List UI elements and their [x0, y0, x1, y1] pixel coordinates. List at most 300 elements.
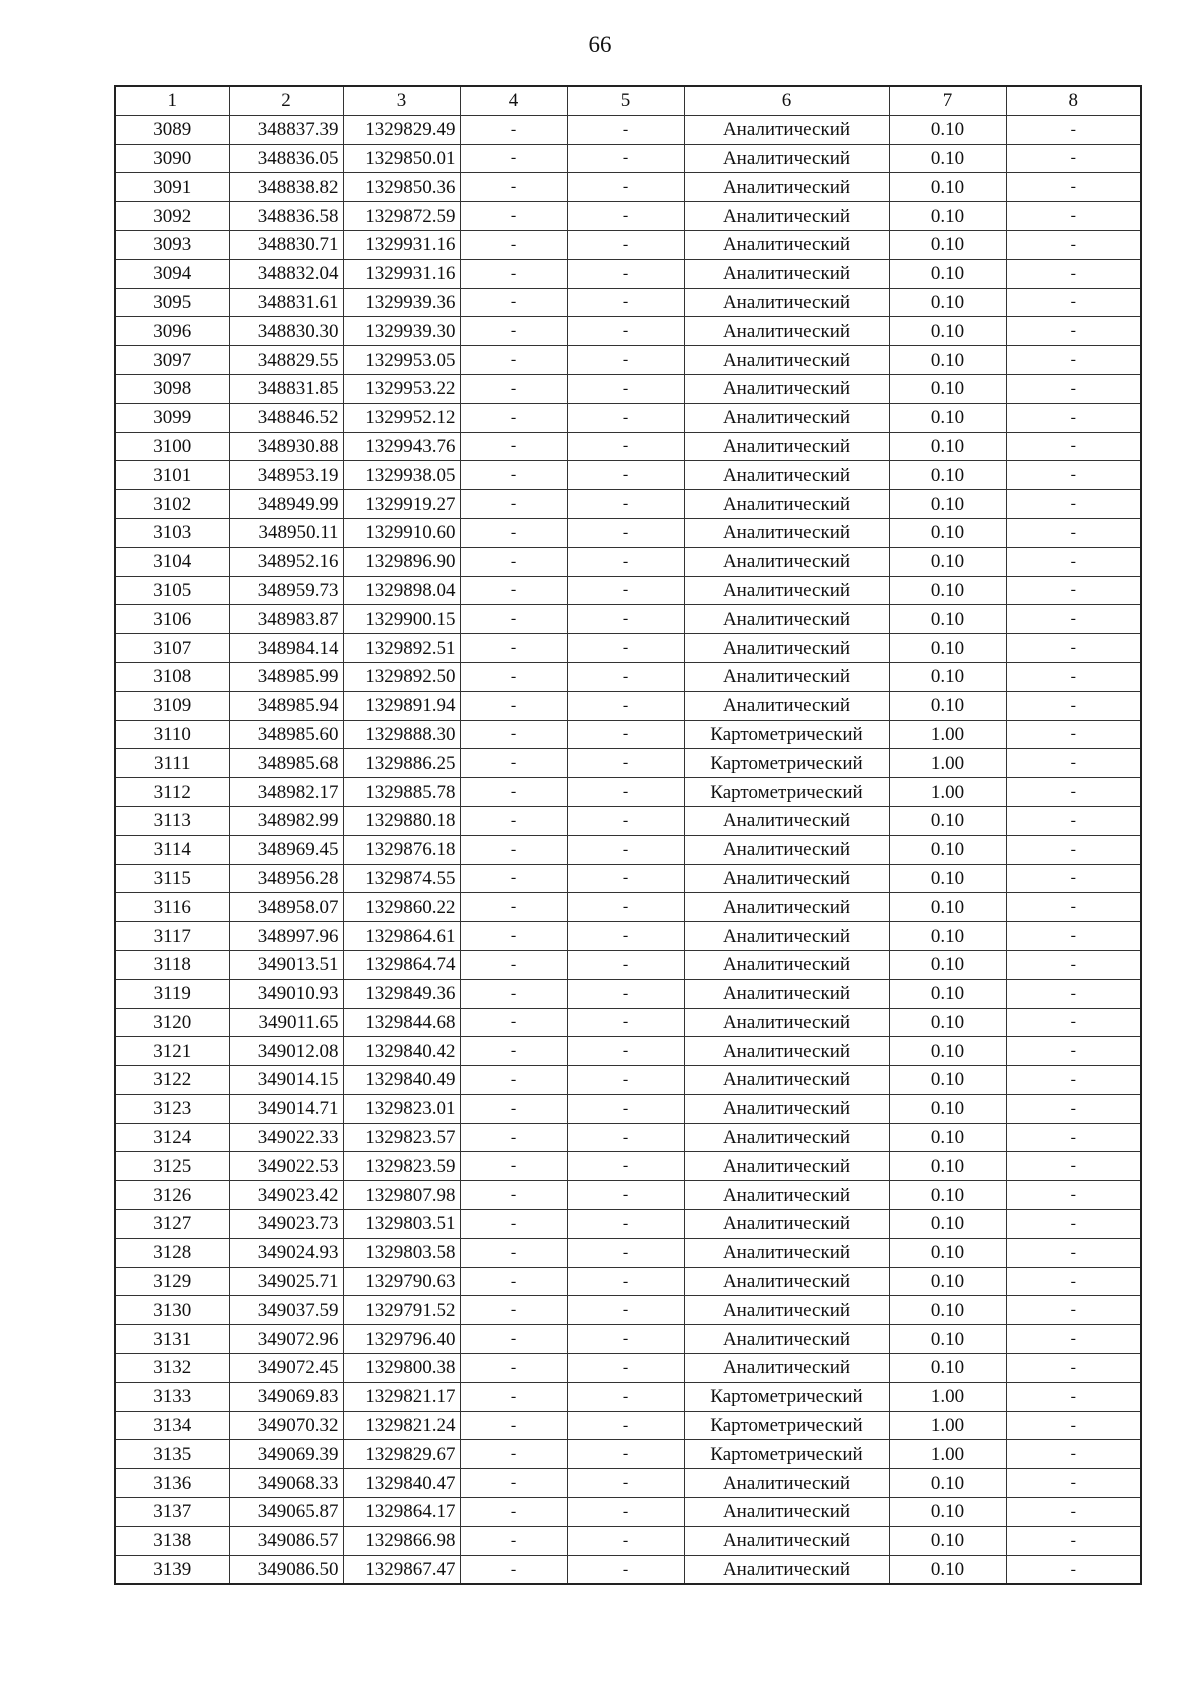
method-cell: Аналитический: [684, 1008, 889, 1037]
column-header: 8: [1006, 86, 1141, 115]
method-cell: Аналитический: [684, 403, 889, 432]
col5-cell: -: [567, 1555, 684, 1584]
accuracy-cell: 0.10: [889, 634, 1006, 663]
accuracy-cell: 1.00: [889, 720, 1006, 749]
col4-cell: -: [460, 1526, 567, 1555]
col5-cell: -: [567, 1354, 684, 1383]
col5-cell: -: [567, 403, 684, 432]
x-coordinate-cell: 348837.39: [229, 115, 343, 144]
col4-cell: -: [460, 1066, 567, 1095]
y-coordinate-cell: 1329886.25: [343, 749, 460, 778]
table-row: [115, 1325, 1141, 1354]
col8-cell: -: [1006, 1325, 1141, 1354]
point-number-cell: 3105: [115, 576, 229, 605]
col8-cell: -: [1006, 403, 1141, 432]
col5-cell: -: [567, 374, 684, 403]
x-coordinate-cell: 348846.52: [229, 403, 343, 432]
x-coordinate-cell: 349086.57: [229, 1526, 343, 1555]
method-cell: Аналитический: [684, 1526, 889, 1555]
x-coordinate-cell: 349068.33: [229, 1469, 343, 1498]
accuracy-cell: 1.00: [889, 1382, 1006, 1411]
col8-cell: -: [1006, 518, 1141, 547]
col5-cell: -: [567, 461, 684, 490]
col8-cell: -: [1006, 1152, 1141, 1181]
page-number: 66: [588, 32, 612, 57]
x-coordinate-cell: 348985.94: [229, 691, 343, 720]
point-number-cell: 3091: [115, 173, 229, 202]
y-coordinate-cell: 1329900.15: [343, 605, 460, 634]
table-row: [115, 1555, 1141, 1584]
column-header: 2: [229, 86, 343, 115]
table-row: [115, 1498, 1141, 1527]
col5-cell: -: [567, 432, 684, 461]
point-number-cell: 3108: [115, 662, 229, 691]
table-row: [115, 1296, 1141, 1325]
point-number-cell: 3103: [115, 518, 229, 547]
accuracy-cell: 0.10: [889, 893, 1006, 922]
col8-cell: -: [1006, 1066, 1141, 1095]
method-cell: Аналитический: [684, 1555, 889, 1584]
method-cell: Аналитический: [684, 835, 889, 864]
table-row: [115, 662, 1141, 691]
point-number-cell: 3100: [115, 432, 229, 461]
table-row: [115, 1267, 1141, 1296]
x-coordinate-cell: 349069.39: [229, 1440, 343, 1469]
col8-cell: -: [1006, 1526, 1141, 1555]
table-row: [115, 1469, 1141, 1498]
col5-cell: -: [567, 173, 684, 202]
table-row: [115, 1123, 1141, 1152]
col5-cell: -: [567, 806, 684, 835]
col5-cell: -: [567, 1238, 684, 1267]
col8-cell: -: [1006, 144, 1141, 173]
col4-cell: -: [460, 1354, 567, 1383]
col5-cell: -: [567, 1440, 684, 1469]
col8-cell: -: [1006, 950, 1141, 979]
table-row: [115, 288, 1141, 317]
col4-cell: -: [460, 576, 567, 605]
x-coordinate-cell: 348982.99: [229, 806, 343, 835]
col4-cell: -: [460, 749, 567, 778]
x-coordinate-cell: 348983.87: [229, 605, 343, 634]
method-cell: Картометрический: [684, 1440, 889, 1469]
table-row: [115, 1066, 1141, 1095]
point-number-cell: 3138: [115, 1526, 229, 1555]
col4-cell: -: [460, 691, 567, 720]
x-coordinate-cell: 348969.45: [229, 835, 343, 864]
table-row: [115, 259, 1141, 288]
accuracy-cell: 0.10: [889, 1181, 1006, 1210]
method-cell: Аналитический: [684, 1181, 889, 1210]
accuracy-cell: 0.10: [889, 806, 1006, 835]
col4-cell: -: [460, 432, 567, 461]
point-number-cell: 3109: [115, 691, 229, 720]
table-row: [115, 893, 1141, 922]
table-row: [115, 317, 1141, 346]
y-coordinate-cell: 1329850.36: [343, 173, 460, 202]
col5-cell: -: [567, 288, 684, 317]
col8-cell: -: [1006, 1469, 1141, 1498]
col5-cell: -: [567, 518, 684, 547]
col4-cell: -: [460, 1181, 567, 1210]
method-cell: Аналитический: [684, 979, 889, 1008]
col8-cell: -: [1006, 864, 1141, 893]
point-number-cell: 3090: [115, 144, 229, 173]
col4-cell: -: [460, 317, 567, 346]
x-coordinate-cell: 348832.04: [229, 259, 343, 288]
col5-cell: -: [567, 1526, 684, 1555]
x-coordinate-cell: 349025.71: [229, 1267, 343, 1296]
col5-cell: -: [567, 749, 684, 778]
y-coordinate-cell: 1329844.68: [343, 1008, 460, 1037]
col8-cell: -: [1006, 374, 1141, 403]
y-coordinate-cell: 1329953.22: [343, 374, 460, 403]
method-cell: Аналитический: [684, 1152, 889, 1181]
col8-cell: -: [1006, 317, 1141, 346]
col5-cell: -: [567, 778, 684, 807]
method-cell: Аналитический: [684, 1066, 889, 1095]
method-cell: Аналитический: [684, 950, 889, 979]
col5-cell: -: [567, 1181, 684, 1210]
col5-cell: -: [567, 634, 684, 663]
col5-cell: -: [567, 1152, 684, 1181]
col8-cell: -: [1006, 288, 1141, 317]
y-coordinate-cell: 1329910.60: [343, 518, 460, 547]
x-coordinate-cell: 349022.53: [229, 1152, 343, 1181]
method-cell: Аналитический: [684, 1267, 889, 1296]
accuracy-cell: 0.10: [889, 1267, 1006, 1296]
y-coordinate-cell: 1329823.01: [343, 1094, 460, 1123]
point-number-cell: 3116: [115, 893, 229, 922]
y-coordinate-cell: 1329931.16: [343, 230, 460, 259]
col4-cell: -: [460, 662, 567, 691]
table-row: [115, 806, 1141, 835]
col4-cell: -: [460, 922, 567, 951]
x-coordinate-cell: 349011.65: [229, 1008, 343, 1037]
col5-cell: -: [567, 1469, 684, 1498]
accuracy-cell: 0.10: [889, 979, 1006, 1008]
col8-cell: -: [1006, 115, 1141, 144]
col8-cell: -: [1006, 1267, 1141, 1296]
accuracy-cell: 0.10: [889, 518, 1006, 547]
method-cell: Аналитический: [684, 691, 889, 720]
col4-cell: -: [460, 1152, 567, 1181]
col8-cell: -: [1006, 1440, 1141, 1469]
column-header: 3: [343, 86, 460, 115]
col5-cell: -: [567, 202, 684, 231]
point-number-cell: 3104: [115, 547, 229, 576]
accuracy-cell: 0.10: [889, 864, 1006, 893]
col8-cell: -: [1006, 1181, 1141, 1210]
y-coordinate-cell: 1329821.24: [343, 1411, 460, 1440]
table-row: [115, 1008, 1141, 1037]
table-row: [115, 605, 1141, 634]
col4-cell: -: [460, 144, 567, 173]
accuracy-cell: 1.00: [889, 1440, 1006, 1469]
method-cell: Аналитический: [684, 1498, 889, 1527]
y-coordinate-cell: 1329896.90: [343, 547, 460, 576]
col8-cell: -: [1006, 720, 1141, 749]
column-header: 1: [115, 86, 229, 115]
x-coordinate-cell: 348829.55: [229, 346, 343, 375]
col8-cell: -: [1006, 1382, 1141, 1411]
col8-cell: -: [1006, 691, 1141, 720]
col5-cell: -: [567, 1296, 684, 1325]
accuracy-cell: 0.10: [889, 950, 1006, 979]
y-coordinate-cell: 1329874.55: [343, 864, 460, 893]
method-cell: Аналитический: [684, 1325, 889, 1354]
table-row: [115, 1382, 1141, 1411]
col5-cell: -: [567, 1382, 684, 1411]
x-coordinate-cell: 348959.73: [229, 576, 343, 605]
col8-cell: -: [1006, 1411, 1141, 1440]
method-cell: Аналитический: [684, 634, 889, 663]
y-coordinate-cell: 1329829.49: [343, 115, 460, 144]
accuracy-cell: 0.10: [889, 432, 1006, 461]
y-coordinate-cell: 1329943.76: [343, 432, 460, 461]
col8-cell: -: [1006, 230, 1141, 259]
method-cell: Аналитический: [684, 202, 889, 231]
col5-cell: -: [567, 144, 684, 173]
x-coordinate-cell: 348836.58: [229, 202, 343, 231]
col4-cell: -: [460, 518, 567, 547]
accuracy-cell: 0.10: [889, 1325, 1006, 1354]
col8-cell: -: [1006, 173, 1141, 202]
point-number-cell: 3133: [115, 1382, 229, 1411]
point-number-cell: 3120: [115, 1008, 229, 1037]
col8-cell: -: [1006, 547, 1141, 576]
point-number-cell: 3131: [115, 1325, 229, 1354]
col4-cell: -: [460, 634, 567, 663]
y-coordinate-cell: 1329821.17: [343, 1382, 460, 1411]
y-coordinate-cell: 1329880.18: [343, 806, 460, 835]
point-number-cell: 3136: [115, 1469, 229, 1498]
y-coordinate-cell: 1329952.12: [343, 403, 460, 432]
x-coordinate-cell: 349024.93: [229, 1238, 343, 1267]
col8-cell: -: [1006, 346, 1141, 375]
method-cell: Аналитический: [684, 317, 889, 346]
y-coordinate-cell: 1329872.59: [343, 202, 460, 231]
x-coordinate-cell: 348956.28: [229, 864, 343, 893]
x-coordinate-cell: 348985.60: [229, 720, 343, 749]
method-cell: Аналитический: [684, 864, 889, 893]
point-number-cell: 3123: [115, 1094, 229, 1123]
table-row: [115, 1152, 1141, 1181]
point-number-cell: 3115: [115, 864, 229, 893]
point-number-cell: 3129: [115, 1267, 229, 1296]
accuracy-cell: 0.10: [889, 259, 1006, 288]
column-header: 4: [460, 86, 567, 115]
method-cell: Аналитический: [684, 432, 889, 461]
y-coordinate-cell: 1329898.04: [343, 576, 460, 605]
col8-cell: -: [1006, 1498, 1141, 1527]
accuracy-cell: 0.10: [889, 1469, 1006, 1498]
y-coordinate-cell: 1329892.51: [343, 634, 460, 663]
accuracy-cell: 0.10: [889, 922, 1006, 951]
accuracy-cell: 0.10: [889, 1152, 1006, 1181]
table-row: [115, 634, 1141, 663]
y-coordinate-cell: 1329840.47: [343, 1469, 460, 1498]
point-number-cell: 3092: [115, 202, 229, 231]
accuracy-cell: 0.10: [889, 173, 1006, 202]
y-coordinate-cell: 1329850.01: [343, 144, 460, 173]
col8-cell: -: [1006, 1238, 1141, 1267]
x-coordinate-cell: 348984.14: [229, 634, 343, 663]
point-number-cell: 3114: [115, 835, 229, 864]
point-number-cell: 3117: [115, 922, 229, 951]
method-cell: Аналитический: [684, 374, 889, 403]
col5-cell: -: [567, 1411, 684, 1440]
table-row: [115, 1181, 1141, 1210]
x-coordinate-cell: 349022.33: [229, 1123, 343, 1152]
table-row: [115, 173, 1141, 202]
x-coordinate-cell: 349070.32: [229, 1411, 343, 1440]
table-row: [115, 202, 1141, 231]
y-coordinate-cell: 1329864.61: [343, 922, 460, 951]
col4-cell: -: [460, 1123, 567, 1152]
col5-cell: -: [567, 259, 684, 288]
column-header: 6: [684, 86, 889, 115]
table-row: [115, 1037, 1141, 1066]
accuracy-cell: 0.10: [889, 230, 1006, 259]
col8-cell: -: [1006, 1037, 1141, 1066]
accuracy-cell: 0.10: [889, 461, 1006, 490]
col5-cell: -: [567, 1037, 684, 1066]
col8-cell: -: [1006, 605, 1141, 634]
table-row: [115, 547, 1141, 576]
col8-cell: -: [1006, 662, 1141, 691]
col4-cell: -: [460, 1267, 567, 1296]
method-cell: Аналитический: [684, 144, 889, 173]
x-coordinate-cell: 348836.05: [229, 144, 343, 173]
method-cell: Аналитический: [684, 893, 889, 922]
table-row: [115, 720, 1141, 749]
method-cell: Аналитический: [684, 1296, 889, 1325]
accuracy-cell: 1.00: [889, 778, 1006, 807]
method-cell: Аналитический: [684, 461, 889, 490]
accuracy-cell: 0.10: [889, 1555, 1006, 1584]
col5-cell: -: [567, 979, 684, 1008]
point-number-cell: 3112: [115, 778, 229, 807]
x-coordinate-cell: 349014.15: [229, 1066, 343, 1095]
y-coordinate-cell: 1329864.17: [343, 1498, 460, 1527]
col5-cell: -: [567, 346, 684, 375]
accuracy-cell: 0.10: [889, 403, 1006, 432]
accuracy-cell: 0.10: [889, 1296, 1006, 1325]
col5-cell: -: [567, 230, 684, 259]
table-row: [115, 461, 1141, 490]
method-cell: Аналитический: [684, 922, 889, 951]
col4-cell: -: [460, 461, 567, 490]
y-coordinate-cell: 1329823.57: [343, 1123, 460, 1152]
col4-cell: -: [460, 1238, 567, 1267]
col8-cell: -: [1006, 979, 1141, 1008]
table-body: [115, 115, 1141, 1584]
table-row: [115, 691, 1141, 720]
col8-cell: -: [1006, 1210, 1141, 1239]
col4-cell: -: [460, 173, 567, 202]
method-cell: Картометрический: [684, 778, 889, 807]
col4-cell: -: [460, 835, 567, 864]
col4-cell: -: [460, 1037, 567, 1066]
point-number-cell: 3107: [115, 634, 229, 663]
accuracy-cell: 0.10: [889, 1238, 1006, 1267]
point-number-cell: 3102: [115, 490, 229, 519]
accuracy-cell: 0.10: [889, 115, 1006, 144]
table-row: [115, 835, 1141, 864]
accuracy-cell: 0.10: [889, 1498, 1006, 1527]
col8-cell: -: [1006, 461, 1141, 490]
point-number-cell: 3095: [115, 288, 229, 317]
method-cell: Картометрический: [684, 720, 889, 749]
method-cell: Аналитический: [684, 115, 889, 144]
x-coordinate-cell: 349069.83: [229, 1382, 343, 1411]
table-row: [115, 1411, 1141, 1440]
method-cell: Аналитический: [684, 288, 889, 317]
y-coordinate-cell: 1329876.18: [343, 835, 460, 864]
column-header: 7: [889, 86, 1006, 115]
x-coordinate-cell: 349013.51: [229, 950, 343, 979]
y-coordinate-cell: 1329885.78: [343, 778, 460, 807]
col4-cell: -: [460, 1382, 567, 1411]
col4-cell: -: [460, 115, 567, 144]
col5-cell: -: [567, 547, 684, 576]
point-number-cell: 3096: [115, 317, 229, 346]
y-coordinate-cell: 1329807.98: [343, 1181, 460, 1210]
coordinates-table: [114, 85, 1142, 1585]
column-header: 5: [567, 86, 684, 115]
y-coordinate-cell: 1329867.47: [343, 1555, 460, 1584]
method-cell: Аналитический: [684, 1123, 889, 1152]
col8-cell: -: [1006, 259, 1141, 288]
method-cell: Аналитический: [684, 518, 889, 547]
method-cell: Аналитический: [684, 605, 889, 634]
col5-cell: -: [567, 1123, 684, 1152]
col8-cell: -: [1006, 893, 1141, 922]
x-coordinate-cell: 348997.96: [229, 922, 343, 951]
table-row: [115, 115, 1141, 144]
table-row: [115, 432, 1141, 461]
col4-cell: -: [460, 1094, 567, 1123]
col5-cell: -: [567, 1498, 684, 1527]
x-coordinate-cell: 348838.82: [229, 173, 343, 202]
point-number-cell: 3097: [115, 346, 229, 375]
method-cell: Аналитический: [684, 806, 889, 835]
table-row: [115, 576, 1141, 605]
col8-cell: -: [1006, 749, 1141, 778]
table-row: [115, 1526, 1141, 1555]
y-coordinate-cell: 1329796.40: [343, 1325, 460, 1354]
point-number-cell: 3134: [115, 1411, 229, 1440]
col5-cell: -: [567, 662, 684, 691]
col5-cell: -: [567, 317, 684, 346]
accuracy-cell: 0.10: [889, 1066, 1006, 1095]
accuracy-cell: 1.00: [889, 749, 1006, 778]
point-number-cell: 3127: [115, 1210, 229, 1239]
col4-cell: -: [460, 1498, 567, 1527]
point-number-cell: 3089: [115, 115, 229, 144]
y-coordinate-cell: 1329791.52: [343, 1296, 460, 1325]
col5-cell: -: [567, 1066, 684, 1095]
col4-cell: -: [460, 374, 567, 403]
col8-cell: -: [1006, 806, 1141, 835]
col4-cell: -: [460, 1411, 567, 1440]
table-row: [115, 1440, 1141, 1469]
point-number-cell: 3124: [115, 1123, 229, 1152]
col4-cell: -: [460, 202, 567, 231]
table-row: [115, 230, 1141, 259]
y-coordinate-cell: 1329888.30: [343, 720, 460, 749]
